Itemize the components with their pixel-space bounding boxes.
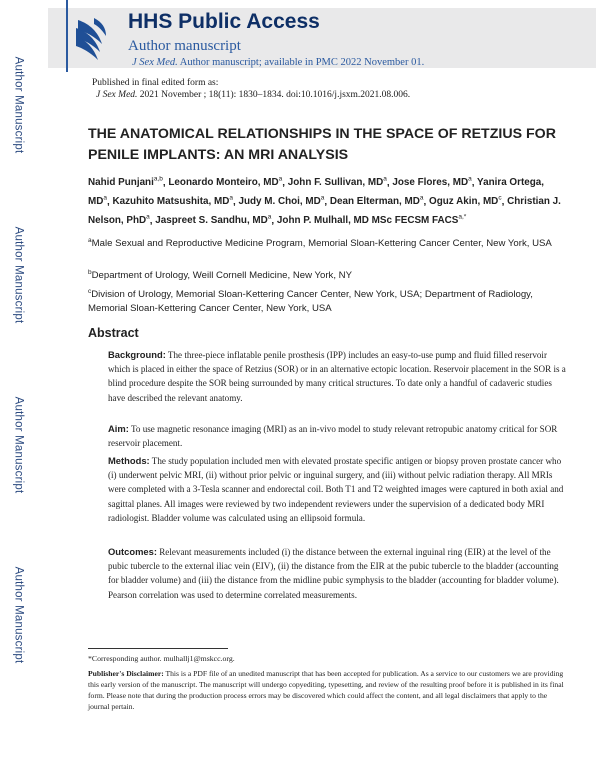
author: Jaspreet S. Sandhu, $MD^a$ [155, 213, 272, 226]
author-list: Nahid Punjani$^{a,b}$, Leonardo Monteiro, $MD^a$, John F. Sullivan, $MD^a$, Jose Flores, $MD^a$, Yanira Ortega, $MD^a$, Kazuhito Matsushita, $MD^a$, Judy M. Choi, $MD^a$, Dean Elterman, $MD^a$, Oguz Akin, $MD^c$, Christian J. Nelson, PhD$^a$, Jaspreet S. Sandhu, $MD^a$, John P. Mulhall, MD MSc FECSM $FACS^{a,*}$ [88, 176, 561, 226]
footnote-divider [88, 648, 228, 649]
side-label-author-manuscript-4: Author Manuscript [12, 566, 25, 664]
side-label-author-manuscript-1: Author Manuscript [12, 56, 25, 154]
published-label: Published in final edited form as: [92, 78, 219, 88]
hhs-eagle-logo-icon [72, 14, 112, 64]
publisher-disclaimer: Publisher's Disclaimer: This is a PDF file of an unedited manuscript that has been accepted for publication. As a service to our customers we are providing this early version of the manuscript. The manuscript will undergo copyediting, typesetting, and review of the resulting proof before it is published in its final form. Please note that during the production process errors may be discovered which could affect the content, and all legal disclaimers that apply to the journal pertain. [88, 669, 564, 711]
author: Judy M. Choi, $MD^a$ [238, 194, 325, 208]
author: Yanira Ortega, $MD^a$ [88, 177, 545, 208]
abstract-methods: Methods: The study population included men with elevated prostate specific antigen or biopsy proven prostate cancer who (i) underwent pelvic MRI, (ii) without prior pelvic or inguinal surgery, and (iii) without pelvic radiation therapy. All MRIs were completed with a 3-Tesla scanner and endorectal coil. Both T1 and T2 weighted images were captured in both axial and sagittal planes. All images were reviewed by two independent reviewers under the supervision of a dedicated body MRI radiologist. Bladder volume was calculated using an ellipsoid formula. [108, 455, 564, 523]
corresponding-author-note: *Corresponding author. mulhallj1@mskcc.org. [88, 654, 235, 663]
article-title: THE ANATOMICAL RELATIONSHIPS IN THE SPACE OF RETZIUS FOR PENILE IMPLANTS: AN MRI ANALYSIS [88, 126, 556, 163]
header-journal-line: J Sex Med. Author manuscript; available in PMC 2022 November 01. [132, 57, 425, 68]
author: Nahid Punjani$^{a,b}$ [88, 176, 163, 189]
author: Oguz Akin, $MD^c$ [429, 194, 502, 208]
author: Kazuhito Matsushita, $MD^a$ [112, 194, 233, 208]
abstract-background: Background: The three-piece inflatable penile prosthesis (IPP) includes an easy-to-use pump and fluid filled reservoir which is placed in either the space of Retzius (SOR) or in an alternative ectopic location. Reservoir placement in the SOR is a blind procedure despite the SOR being surrounded by many critical structures. To date only a handful of cadaveric studies have described the relevant anatomy. [108, 349, 566, 403]
abstract-outcomes: Outcomes: Relevant measurements included (i) the distance between the external inguinal ring (EIR) at the level of the pubic tubercle to the external iliac vein (EIV), (ii) the distance from the EIR at the pubic tubercle to the bladder (accounting for bladder volume) and (iii) the distance from the midline pubic symphysis to the bladder (accounting for bladder volume). Pearson correlation was used to determine correlated measurements. [108, 546, 559, 600]
header-title: HHS Public Access [128, 10, 320, 33]
header-subtitle: Author manuscript [128, 38, 241, 54]
author: Leonardo Monteiro, $MD^a$ [168, 176, 283, 189]
citation-line: J Sex Med. 2021 November ; 18(11): 1830–1834. doi:10.1016/j.jsxm.2021.08.006. [96, 90, 411, 100]
author: John P. Mulhall, MD MSc FECSM $FACS^{a,*}$ [276, 213, 467, 226]
header-divider [66, 0, 68, 72]
affiliation-c: $^c$Division of Urology, Memorial Sloan-Kettering Cancer Center, New York, USA; Department of Radiology, Memorial Sloan-Kettering Cancer Center, New York, USA [88, 288, 533, 315]
affiliation-b: $^b$Department of Urology, Weill Cornell Medicine, New York, NY [88, 269, 353, 282]
author: Jose Flores, $MD^a$ [392, 176, 472, 189]
side-label-author-manuscript-2: Author Manuscript [12, 226, 25, 324]
author: John F. Sullivan, $MD^a$ [287, 176, 387, 189]
affiliation-a: $^a$Male Sexual and Reproductive Medicine Program, Memorial Sloan-Kettering Cancer Center, New York, USA [88, 237, 552, 250]
author: Christian J. Nelson, PhD$^a$ [88, 196, 561, 226]
author: Dean Elterman, $MD^a$ [329, 194, 424, 208]
abstract-aim: Aim: To use magnetic resonance imaging (MRI) as an in-vivo model to study relevant retropubic anatomy critical for SOR reservoir placement. [108, 423, 558, 449]
abstract-heading: Abstract [88, 326, 139, 340]
side-label-author-manuscript-3: Author Manuscript [12, 396, 25, 494]
